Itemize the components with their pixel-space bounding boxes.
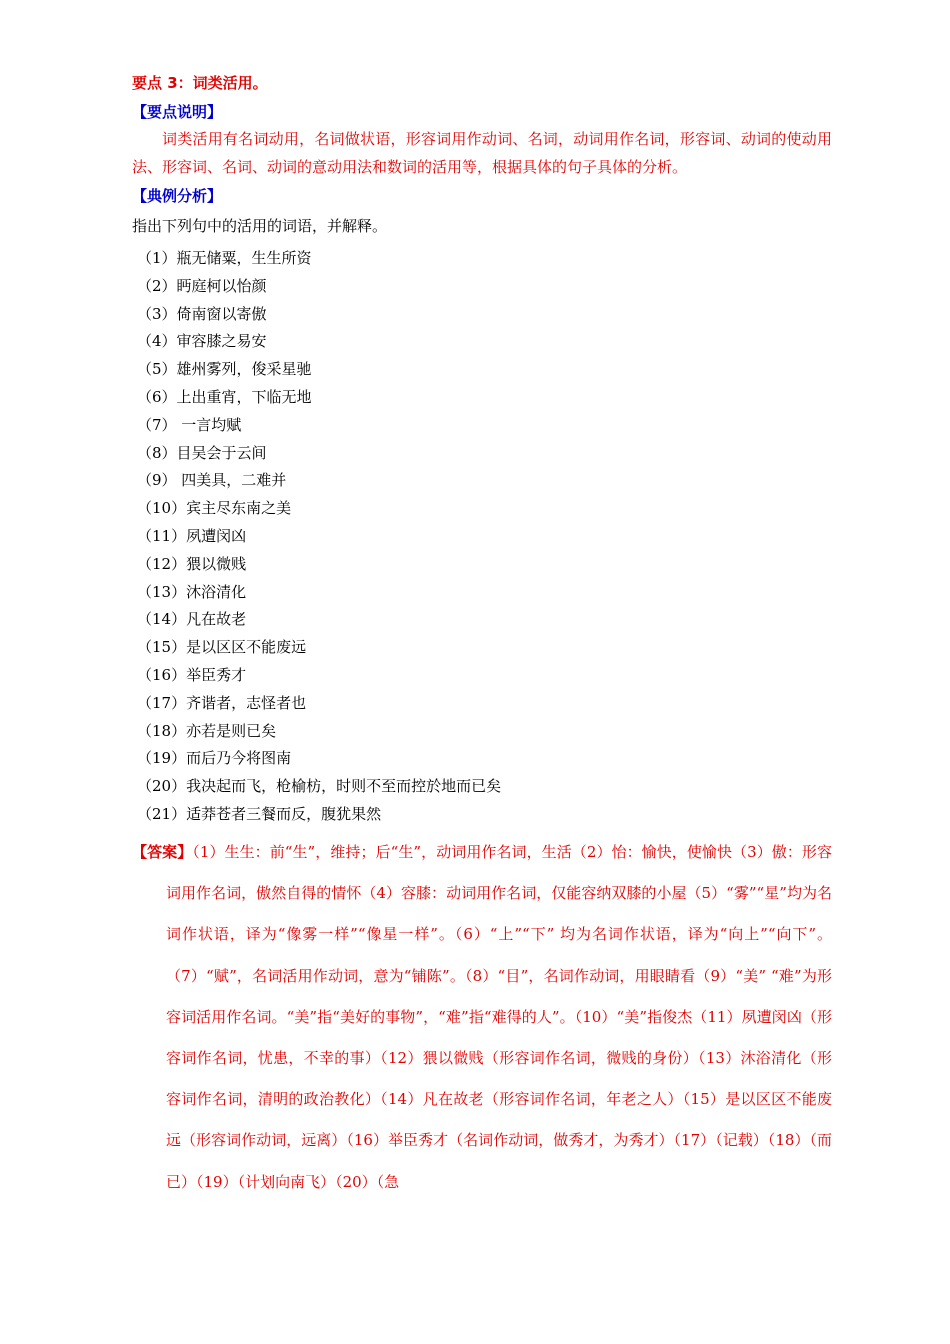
exercise-instruction: 指出下列句中的活用的词语，并解释。 <box>132 217 388 235</box>
exercise-item: （11）夙遭闵凶 <box>137 526 247 545</box>
exercise-item: （21）适莽苍者三餐而反，腹犹果然 <box>137 804 382 823</box>
exercise-item: （13）沐浴清化 <box>137 582 247 601</box>
point-heading: 要点 3：词类活用。 <box>132 74 268 92</box>
exercise-item: （7） 一言均赋 <box>137 415 242 434</box>
exercise-list <box>137 245 501 829</box>
answer-text: （1）生生：前“生”，维持；后“生”，动词用作名词，生活（2）怡：愉快，使愉快（3）傲：形容词用作名词，傲然自得的情怀（4）容膝：动词用作名词，仅能容纳双膝的小屋（5）“雾”“星”均为名词作状语，译为“像雾一样”“像星一样”。（6）“上”“下” 均为名词作状语，译为“向上”“向下”。（7）“赋”，名词活用作动词，意为“铺陈”。（8）“目”，名词作动词，用眼睛看（9）“美” “难”为形容词活用作名词。“美”指“美好的事物”，“难”指“难得的人”。（10）“美”指俊杰（11）夙遭闵凶（形容词作名词，忧患，不幸的事）（12）猥以微贱（形容词作名词，微贱的身份）（13）沐浴清化（形容词作名词，清明的政治教化）（14）凡在故老（形容词作名词，年老之人）（15）是以区区不能废远（形容词作动词，远离）（16）举臣秀才（名词作动词，做秀才，为秀才）（17）（记载）（18）（而已）（19）（计划向南飞）（20）（急 <box>166 843 832 1191</box>
exercise-item: （6）上出重宵，下临无地 <box>137 387 312 406</box>
section-example-label: 【典例分析】 <box>132 187 223 205</box>
exercise-item: （10）宾主尽东南之美 <box>137 499 292 518</box>
section-explain-label: 【要点说明】 <box>132 103 223 121</box>
exercise-item: （15）是以区区不能废远 <box>137 638 307 657</box>
exercise-item: （2）眄庭柯以怡颜 <box>137 276 267 295</box>
exercise-item: （12）猥以微贱 <box>137 554 247 573</box>
exercise-item: （3）倚南窗以寄傲 <box>137 304 267 323</box>
exercise-item: （8）目吴会于云间 <box>137 443 267 462</box>
exercise-item: （4）审容膝之易安 <box>137 332 267 351</box>
exercise-item: （19）而后乃今将图南 <box>137 749 292 768</box>
exercise-item: （5）雄州雾列，俊采星驰 <box>137 360 312 379</box>
exercise-item: （18）亦若是则已矣 <box>137 721 277 740</box>
exercise-item: （14）凡在故老 <box>137 610 247 629</box>
answer-block <box>132 832 832 1203</box>
explain-paragraph: 词类活用有名词动用，名词做状语，形容词用作动词、名词，动词用作名词，形容词、动词的使动用法、形容词、名词、动词的意动用法和数词的活用等，根据具体的句子具体的分析。 <box>132 130 832 176</box>
exercise-item: （1）瓶无储粟，生生所资 <box>137 249 312 267</box>
exercise-item: （9） 四美具，二难并 <box>137 471 287 490</box>
exercise-item: （20）我决起而飞，枪榆枋，时则不至而控於地而已矣 <box>137 777 502 796</box>
exercise-item: （17）齐谐者，志怪者也 <box>137 693 307 712</box>
exercise-item: （16）举臣秀才 <box>137 665 247 684</box>
answer-label: 【答案】 <box>132 843 193 861</box>
